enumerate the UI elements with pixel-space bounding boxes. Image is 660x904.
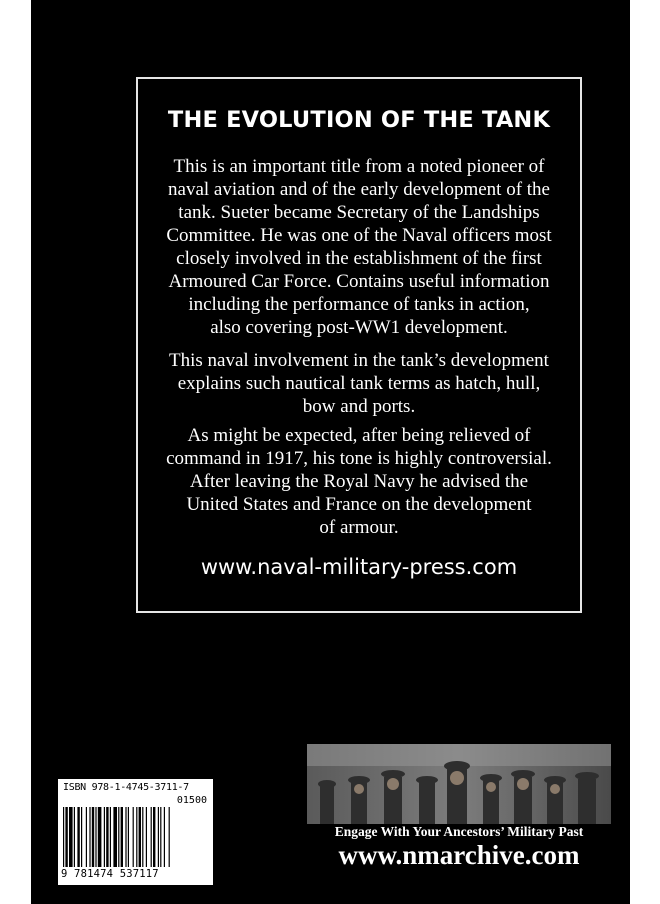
barcode-bar	[139, 807, 141, 867]
blurb-line: also covering post-WW1 development.	[210, 317, 508, 338]
barcode-bar	[164, 807, 165, 867]
barcode-bar	[86, 807, 87, 867]
blurb-frame	[136, 77, 582, 613]
publisher-website: www.naval-military-press.com	[200, 555, 518, 579]
blurb-line: As might be expected, after being relieved of	[187, 425, 531, 446]
blurb-line: naval aviation and of the early development of the	[168, 179, 550, 200]
barcode-bar	[118, 807, 119, 867]
price-code: 01500	[176, 795, 207, 806]
barcode-bar	[98, 807, 102, 867]
barcode-bar	[125, 807, 126, 867]
blurb-line: Committee. He was one of the Naval officers most	[166, 225, 552, 246]
barcode-bar	[136, 807, 137, 867]
blurb-line: After leaving the Royal Navy he advised the	[189, 471, 529, 492]
blurb-line: This is an important title from a noted pioneer of	[173, 156, 545, 177]
barcode-bar	[110, 807, 111, 867]
barcode-bar	[113, 807, 117, 867]
book-title: THE EVOLUTION OF THE TANK	[167, 107, 551, 133]
barcode-bar	[146, 807, 147, 867]
barcode-bar	[89, 807, 90, 867]
ean-number: 9 781474 537117	[61, 868, 159, 880]
barcode-bar	[95, 807, 96, 867]
isbn-text: ISBN 978-1-4745-3711-7	[63, 782, 189, 793]
blurb-line: Armoured Car Force. Contains useful information	[168, 271, 550, 292]
blurb-line: explains such nautical tank terms as hatch, hull,	[177, 373, 541, 394]
barcode-bar	[81, 807, 82, 867]
archive-url: www.nmarchive.com	[338, 840, 580, 870]
barcode-bar	[74, 807, 75, 867]
blurb-line: United States and France on the development	[186, 494, 532, 515]
soldiers-photo-image	[307, 744, 611, 824]
blurb-line: tank. Sueter became Secretary of the Landships	[178, 202, 540, 223]
soldiers-photo	[307, 744, 611, 824]
barcode-bar	[153, 807, 155, 867]
barcode-bar	[142, 807, 143, 867]
barcode-bar	[158, 807, 159, 867]
blurb-line: This naval involvement in the tank’s development	[169, 350, 549, 371]
barcode-bars	[63, 807, 208, 867]
barcode-bar	[133, 807, 134, 867]
barcode-bar	[92, 807, 94, 867]
blurb-line: of armour.	[319, 517, 399, 538]
blurb-line: closely involved in the establishment of the first	[176, 248, 542, 269]
blurb-paragraph-3	[138, 424, 580, 539]
back-cover	[31, 0, 630, 904]
barcode-bar	[121, 807, 123, 867]
barcode-bar	[106, 807, 108, 867]
barcode-bar	[77, 807, 79, 867]
blurb-line: including the performance of tanks in action,	[188, 294, 530, 315]
barcode-bar	[128, 807, 129, 867]
barcode-bar	[160, 807, 161, 867]
barcode-bar	[151, 807, 152, 867]
archive-tagline: Engage With Your Ancestors’ Military Past	[334, 824, 584, 839]
blurb-paragraph-1	[138, 155, 580, 339]
barcode-bar	[169, 807, 170, 867]
blurb-paragraph-2	[138, 349, 580, 418]
barcode-bar	[65, 807, 67, 867]
barcode-bar	[69, 807, 73, 867]
blurb-line: bow and ports.	[302, 396, 416, 417]
isbn-barcode	[58, 779, 213, 885]
barcode-bar	[104, 807, 105, 867]
blurb-line: command in 1917, his tone is highly controversial.	[166, 448, 552, 469]
barcode-bar	[63, 807, 64, 867]
